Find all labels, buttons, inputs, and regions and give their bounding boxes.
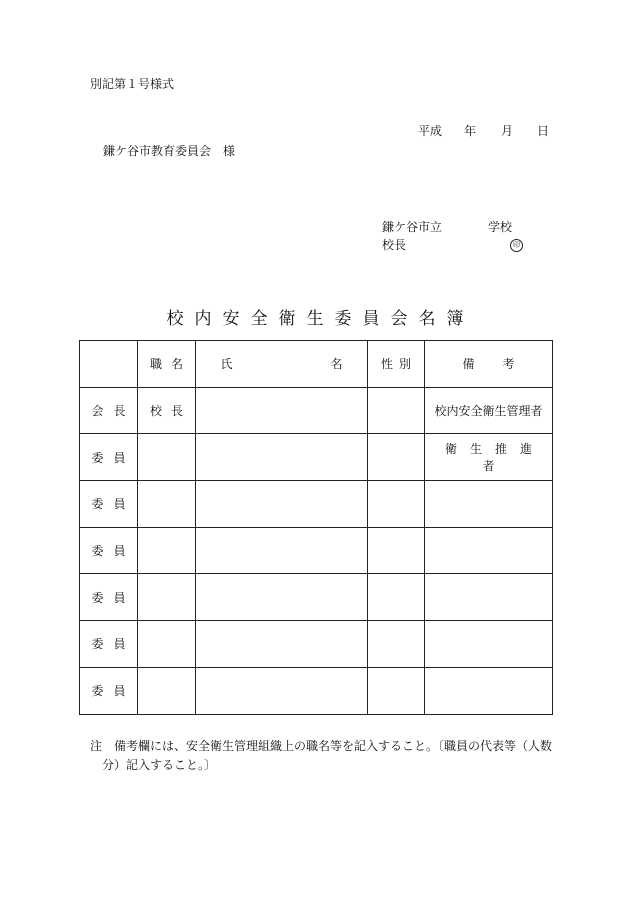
- school-prefix: 鎌ケ谷市立: [382, 220, 443, 234]
- table-row: [80, 527, 553, 574]
- row-sex[interactable]: [368, 387, 425, 434]
- row-role: 委員: [80, 481, 138, 528]
- row-role: 委員: [80, 667, 138, 714]
- header-position: 職名: [138, 341, 196, 388]
- row-role: 委員: [80, 527, 138, 574]
- header-remarks: 備 考: [425, 341, 553, 388]
- principal-label: 校長: [382, 238, 407, 252]
- row-sex[interactable]: [368, 481, 425, 528]
- header-name-right: 名: [330, 357, 343, 372]
- document-title: 校内安全衛生委員会名簿: [166, 309, 475, 329]
- row-remarks[interactable]: [425, 527, 553, 574]
- row-name[interactable]: [196, 621, 368, 668]
- committee-roster-table: [79, 340, 553, 715]
- row-sex[interactable]: [368, 621, 425, 668]
- form-number: 別記第１号様式: [90, 77, 175, 91]
- row-name[interactable]: [196, 481, 368, 528]
- row-name[interactable]: [196, 574, 368, 621]
- school-line: [382, 218, 512, 235]
- row-remarks[interactable]: [425, 667, 553, 714]
- row-role: 委員: [80, 621, 138, 668]
- row-sex[interactable]: [368, 574, 425, 621]
- header-sex: 性別: [368, 341, 425, 388]
- header-role: [80, 341, 138, 388]
- table-header-row: [80, 341, 553, 388]
- row-role: 委員: [80, 574, 138, 621]
- footnote-mark: 注: [90, 739, 103, 753]
- row-position[interactable]: [138, 481, 196, 528]
- row-position[interactable]: [138, 527, 196, 574]
- table-row: [80, 434, 553, 481]
- footnote-line-2: 分）記入すること。〕: [102, 758, 217, 772]
- row-role: 会長: [80, 387, 138, 434]
- row-remarks: 衛生推進者: [425, 434, 553, 481]
- row-name[interactable]: [196, 434, 368, 481]
- table-row: [80, 667, 553, 714]
- row-position[interactable]: [138, 574, 196, 621]
- date-day-unit: 日: [537, 124, 550, 138]
- header-name-left: 氏: [220, 357, 233, 372]
- row-sex[interactable]: [368, 667, 425, 714]
- row-name[interactable]: [196, 667, 368, 714]
- row-remarks[interactable]: [425, 481, 553, 528]
- date-era: 平成: [418, 124, 443, 138]
- row-position[interactable]: [138, 434, 196, 481]
- table-row: [80, 387, 553, 434]
- row-role: 委員: [80, 434, 138, 481]
- date-year-unit: 年: [464, 124, 477, 138]
- table-row: [80, 481, 553, 528]
- date-line: [418, 122, 549, 139]
- row-remarks[interactable]: [425, 574, 553, 621]
- table-row: [80, 621, 553, 668]
- school-suffix: 学校: [488, 220, 513, 234]
- principal-line: [382, 236, 523, 253]
- date-month-unit: 月: [501, 124, 514, 138]
- row-position: 校長: [138, 387, 196, 434]
- row-name[interactable]: [196, 387, 368, 434]
- seal-mark: 印: [510, 239, 523, 252]
- row-sex[interactable]: [368, 434, 425, 481]
- row-remarks: 校内安全衛生管理者: [425, 387, 553, 434]
- row-name[interactable]: [196, 527, 368, 574]
- row-position[interactable]: [138, 621, 196, 668]
- row-remarks[interactable]: [425, 621, 553, 668]
- row-position[interactable]: [138, 667, 196, 714]
- footnote: [90, 737, 560, 775]
- footnote-text-1: 備考欄には、安全衛生管理組織上の職名等を記入すること。〔職員の代表等（人数: [114, 739, 553, 753]
- addressee: 鎌ケ谷市教育委員会 様: [103, 144, 236, 158]
- table-row: [80, 574, 553, 621]
- header-name: [196, 341, 368, 388]
- row-sex[interactable]: [368, 527, 425, 574]
- footnote-line-1: [90, 737, 560, 756]
